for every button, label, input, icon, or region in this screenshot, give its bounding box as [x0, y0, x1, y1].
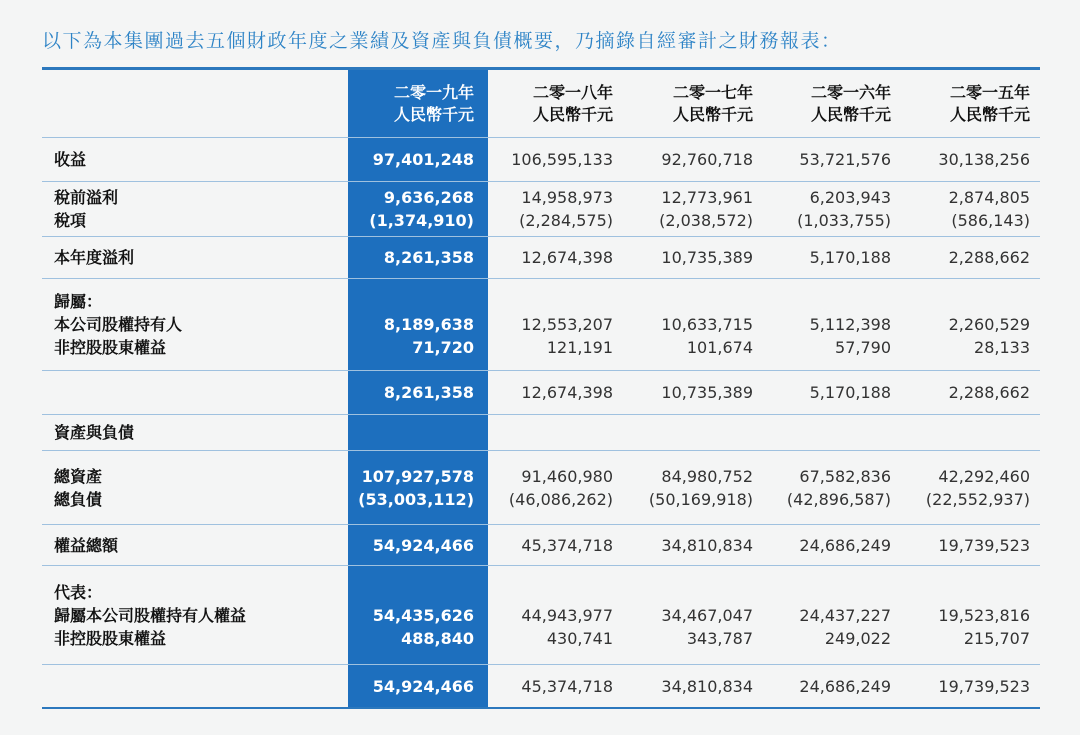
value-cell [627, 182, 753, 236]
row-label [54, 525, 344, 565]
value: 45,374,718 [521, 676, 613, 696]
value: 8,261,358 [383, 383, 474, 402]
value: 107,927,578 [361, 466, 474, 486]
value: 101,674 [686, 338, 753, 357]
value [767, 290, 891, 313]
value: 9,636,268 [383, 188, 474, 207]
value-cell [767, 137, 891, 181]
value: 19,523,816 [938, 605, 1030, 625]
value-cell [627, 371, 753, 414]
row-label-line: 歸屬： [54, 292, 103, 311]
value: 430,741 [546, 628, 613, 648]
table-row [42, 279, 1040, 371]
value: 24,686,249 [799, 535, 891, 555]
column-year: 二零一七年 [672, 82, 753, 102]
column-year: 二零一八年 [532, 82, 613, 102]
value: 2,288,662 [948, 248, 1030, 267]
value-cell [488, 415, 613, 450]
value-cell [904, 237, 1030, 278]
value-cell [627, 525, 753, 565]
value: 24,686,249 [799, 676, 891, 696]
column-header-2016 [767, 70, 891, 137]
value-cell [488, 371, 613, 414]
value [627, 290, 753, 313]
row-label-line [54, 381, 344, 404]
value: 12,773,961 [661, 188, 753, 207]
value: 8,261,358 [383, 248, 474, 267]
row-label [54, 415, 344, 450]
value-cell [627, 237, 753, 278]
value-cell [904, 279, 1030, 370]
value-cell [348, 237, 474, 278]
value-cell [904, 182, 1030, 236]
value-cell [627, 665, 753, 707]
row-label [54, 451, 344, 524]
value: 45,374,718 [521, 535, 613, 555]
value-cell [904, 665, 1030, 707]
value-cell [348, 415, 474, 450]
value-cell [767, 566, 891, 664]
value: (53,003,112) [358, 489, 474, 509]
value: 6,203,943 [809, 188, 891, 207]
value-cell [767, 182, 891, 236]
value: 121,191 [546, 338, 613, 357]
value-cell [627, 451, 753, 524]
value: 34,810,834 [661, 676, 753, 696]
row-label-line: 稅項 [54, 211, 87, 230]
value: 106,595,133 [511, 149, 613, 169]
column-unit: 人民幣千元 [393, 104, 474, 124]
value-cell [767, 525, 891, 565]
table-row [42, 137, 1040, 182]
value: (2,038,572) [659, 211, 753, 230]
row-label-line: 總負債 [54, 489, 103, 509]
value: 54,435,626 [372, 605, 474, 625]
value: 28,133 [974, 338, 1030, 357]
value-cell [348, 525, 474, 565]
value-cell [627, 566, 753, 664]
value: (42,896,587) [786, 489, 891, 509]
value: 42,292,460 [938, 466, 1030, 486]
intro-text: 以下為本集團過去五個財政年度之業績及資產與負債概要，乃摘錄自經審計之財務報表： [42, 30, 842, 52]
value-cell [348, 371, 474, 414]
row-label [54, 566, 344, 664]
value [627, 581, 753, 604]
value-cell [488, 137, 613, 181]
row-label-line: 資產與負債 [54, 423, 135, 442]
value-cell [348, 182, 474, 236]
value: 5,170,188 [809, 383, 891, 402]
value-cell [348, 566, 474, 664]
value: (2,284,575) [519, 211, 613, 230]
row-label [54, 137, 344, 181]
table-row [42, 566, 1040, 665]
value: 5,112,398 [809, 315, 891, 334]
row-label-line: 本年度溢利 [54, 248, 135, 267]
value: (22,552,937) [925, 489, 1030, 509]
row-label [54, 665, 344, 707]
value: 215,707 [963, 628, 1030, 648]
column-unit: 人民幣千元 [672, 104, 753, 124]
value: 24,437,227 [799, 605, 891, 625]
value-cell [904, 371, 1030, 414]
value-cell [488, 525, 613, 565]
value-cell [348, 137, 474, 181]
value-cell [904, 451, 1030, 524]
value [348, 290, 474, 313]
value: 84,980,752 [661, 466, 753, 486]
value-cell [488, 279, 613, 370]
value-cell [904, 525, 1030, 565]
value: 10,735,389 [661, 383, 753, 402]
value: (586,143) [951, 211, 1030, 230]
value: 19,739,523 [938, 535, 1030, 555]
column-unit: 人民幣千元 [949, 104, 1030, 124]
column-unit: 人民幣千元 [532, 104, 613, 124]
value: 54,924,466 [372, 676, 474, 696]
value-cell [348, 279, 474, 370]
value: 44,943,977 [521, 605, 613, 625]
value: 34,467,047 [661, 605, 753, 625]
value: (50,169,918) [648, 489, 753, 509]
value: 34,810,834 [661, 535, 753, 555]
row-label [54, 237, 344, 278]
value [904, 421, 1030, 444]
value: 14,958,973 [521, 188, 613, 207]
value: 12,674,398 [521, 383, 613, 402]
row-label [54, 279, 344, 370]
value: 91,460,980 [521, 466, 613, 486]
value: 8,189,638 [383, 315, 474, 334]
value: 343,787 [686, 628, 753, 648]
column-unit: 人民幣千元 [810, 104, 891, 124]
value-cell [488, 237, 613, 278]
value: 12,553,207 [521, 315, 613, 334]
table-row [42, 525, 1040, 566]
value: 67,582,836 [799, 466, 891, 486]
value [904, 581, 1030, 604]
row-label-line: 稅前溢利 [54, 188, 119, 207]
value-cell [767, 279, 891, 370]
value [767, 581, 891, 604]
column-year: 二零一六年 [810, 82, 891, 102]
value: 53,721,576 [799, 149, 891, 169]
column-header-2015 [904, 70, 1030, 137]
value-cell [767, 237, 891, 278]
value-cell [488, 182, 613, 236]
value-cell [904, 415, 1030, 450]
value [627, 421, 753, 444]
value-cell [767, 415, 891, 450]
value-cell [348, 451, 474, 524]
row-label-line: 非控股股東權益 [54, 338, 167, 357]
value: 92,760,718 [661, 149, 753, 169]
value: 2,288,662 [948, 383, 1030, 402]
value: 54,924,466 [372, 535, 474, 555]
table-row [42, 371, 1040, 415]
value-cell [488, 451, 613, 524]
value [488, 581, 613, 604]
value: 5,170,188 [809, 248, 891, 267]
value: 71,720 [412, 338, 474, 357]
value: 10,735,389 [661, 248, 753, 267]
value-cell [627, 137, 753, 181]
value: (1,374,910) [369, 211, 474, 230]
value: 10,633,715 [661, 315, 753, 334]
row-label [54, 182, 344, 236]
row-label-line: 權益總額 [54, 535, 119, 555]
value: 2,874,805 [948, 188, 1030, 207]
row-label [54, 371, 344, 414]
value [488, 421, 613, 444]
column-header-2017 [627, 70, 753, 137]
value-cell [488, 566, 613, 664]
row-label-line: 總資產 [54, 466, 103, 486]
table-row [42, 451, 1040, 525]
value-cell [627, 415, 753, 450]
value: 249,022 [824, 628, 891, 648]
table-row [42, 237, 1040, 279]
value: 19,739,523 [938, 676, 1030, 696]
value [348, 421, 474, 444]
row-label-line: 非控股股東權益 [54, 628, 167, 648]
table-row [42, 182, 1040, 237]
value [904, 290, 1030, 313]
row-label-line: 代表： [54, 582, 103, 602]
row-label-line: 收益 [54, 149, 87, 169]
value-cell [348, 665, 474, 707]
value [348, 581, 474, 604]
value: 57,790 [835, 338, 891, 357]
value-cell [488, 665, 613, 707]
value: 12,674,398 [521, 248, 613, 267]
column-year: 二零一五年 [949, 82, 1030, 102]
value-cell [767, 451, 891, 524]
value: 97,401,248 [372, 149, 474, 169]
value [767, 421, 891, 444]
column-header-2018 [488, 70, 613, 137]
value-cell [904, 137, 1030, 181]
column-year: 二零一九年 [393, 82, 474, 102]
value [488, 290, 613, 313]
value-cell [767, 371, 891, 414]
value-cell [904, 566, 1030, 664]
value-cell [767, 665, 891, 707]
value: 488,840 [401, 628, 474, 648]
financial-summary-table [42, 67, 1040, 707]
table-header-row [42, 70, 1040, 138]
value-cell [627, 279, 753, 370]
table-row [42, 415, 1040, 451]
value: 30,138,256 [938, 149, 1030, 169]
row-label-line: 歸屬本公司股權持有人權益 [54, 605, 247, 625]
value: (1,033,755) [797, 211, 891, 230]
row-label-line [54, 675, 344, 698]
value: 2,260,529 [948, 315, 1030, 334]
column-header-2019 [348, 70, 474, 137]
row-label-line: 本公司股權持有人 [54, 315, 183, 334]
table-row [42, 665, 1040, 709]
value: (46,086,262) [508, 489, 613, 509]
